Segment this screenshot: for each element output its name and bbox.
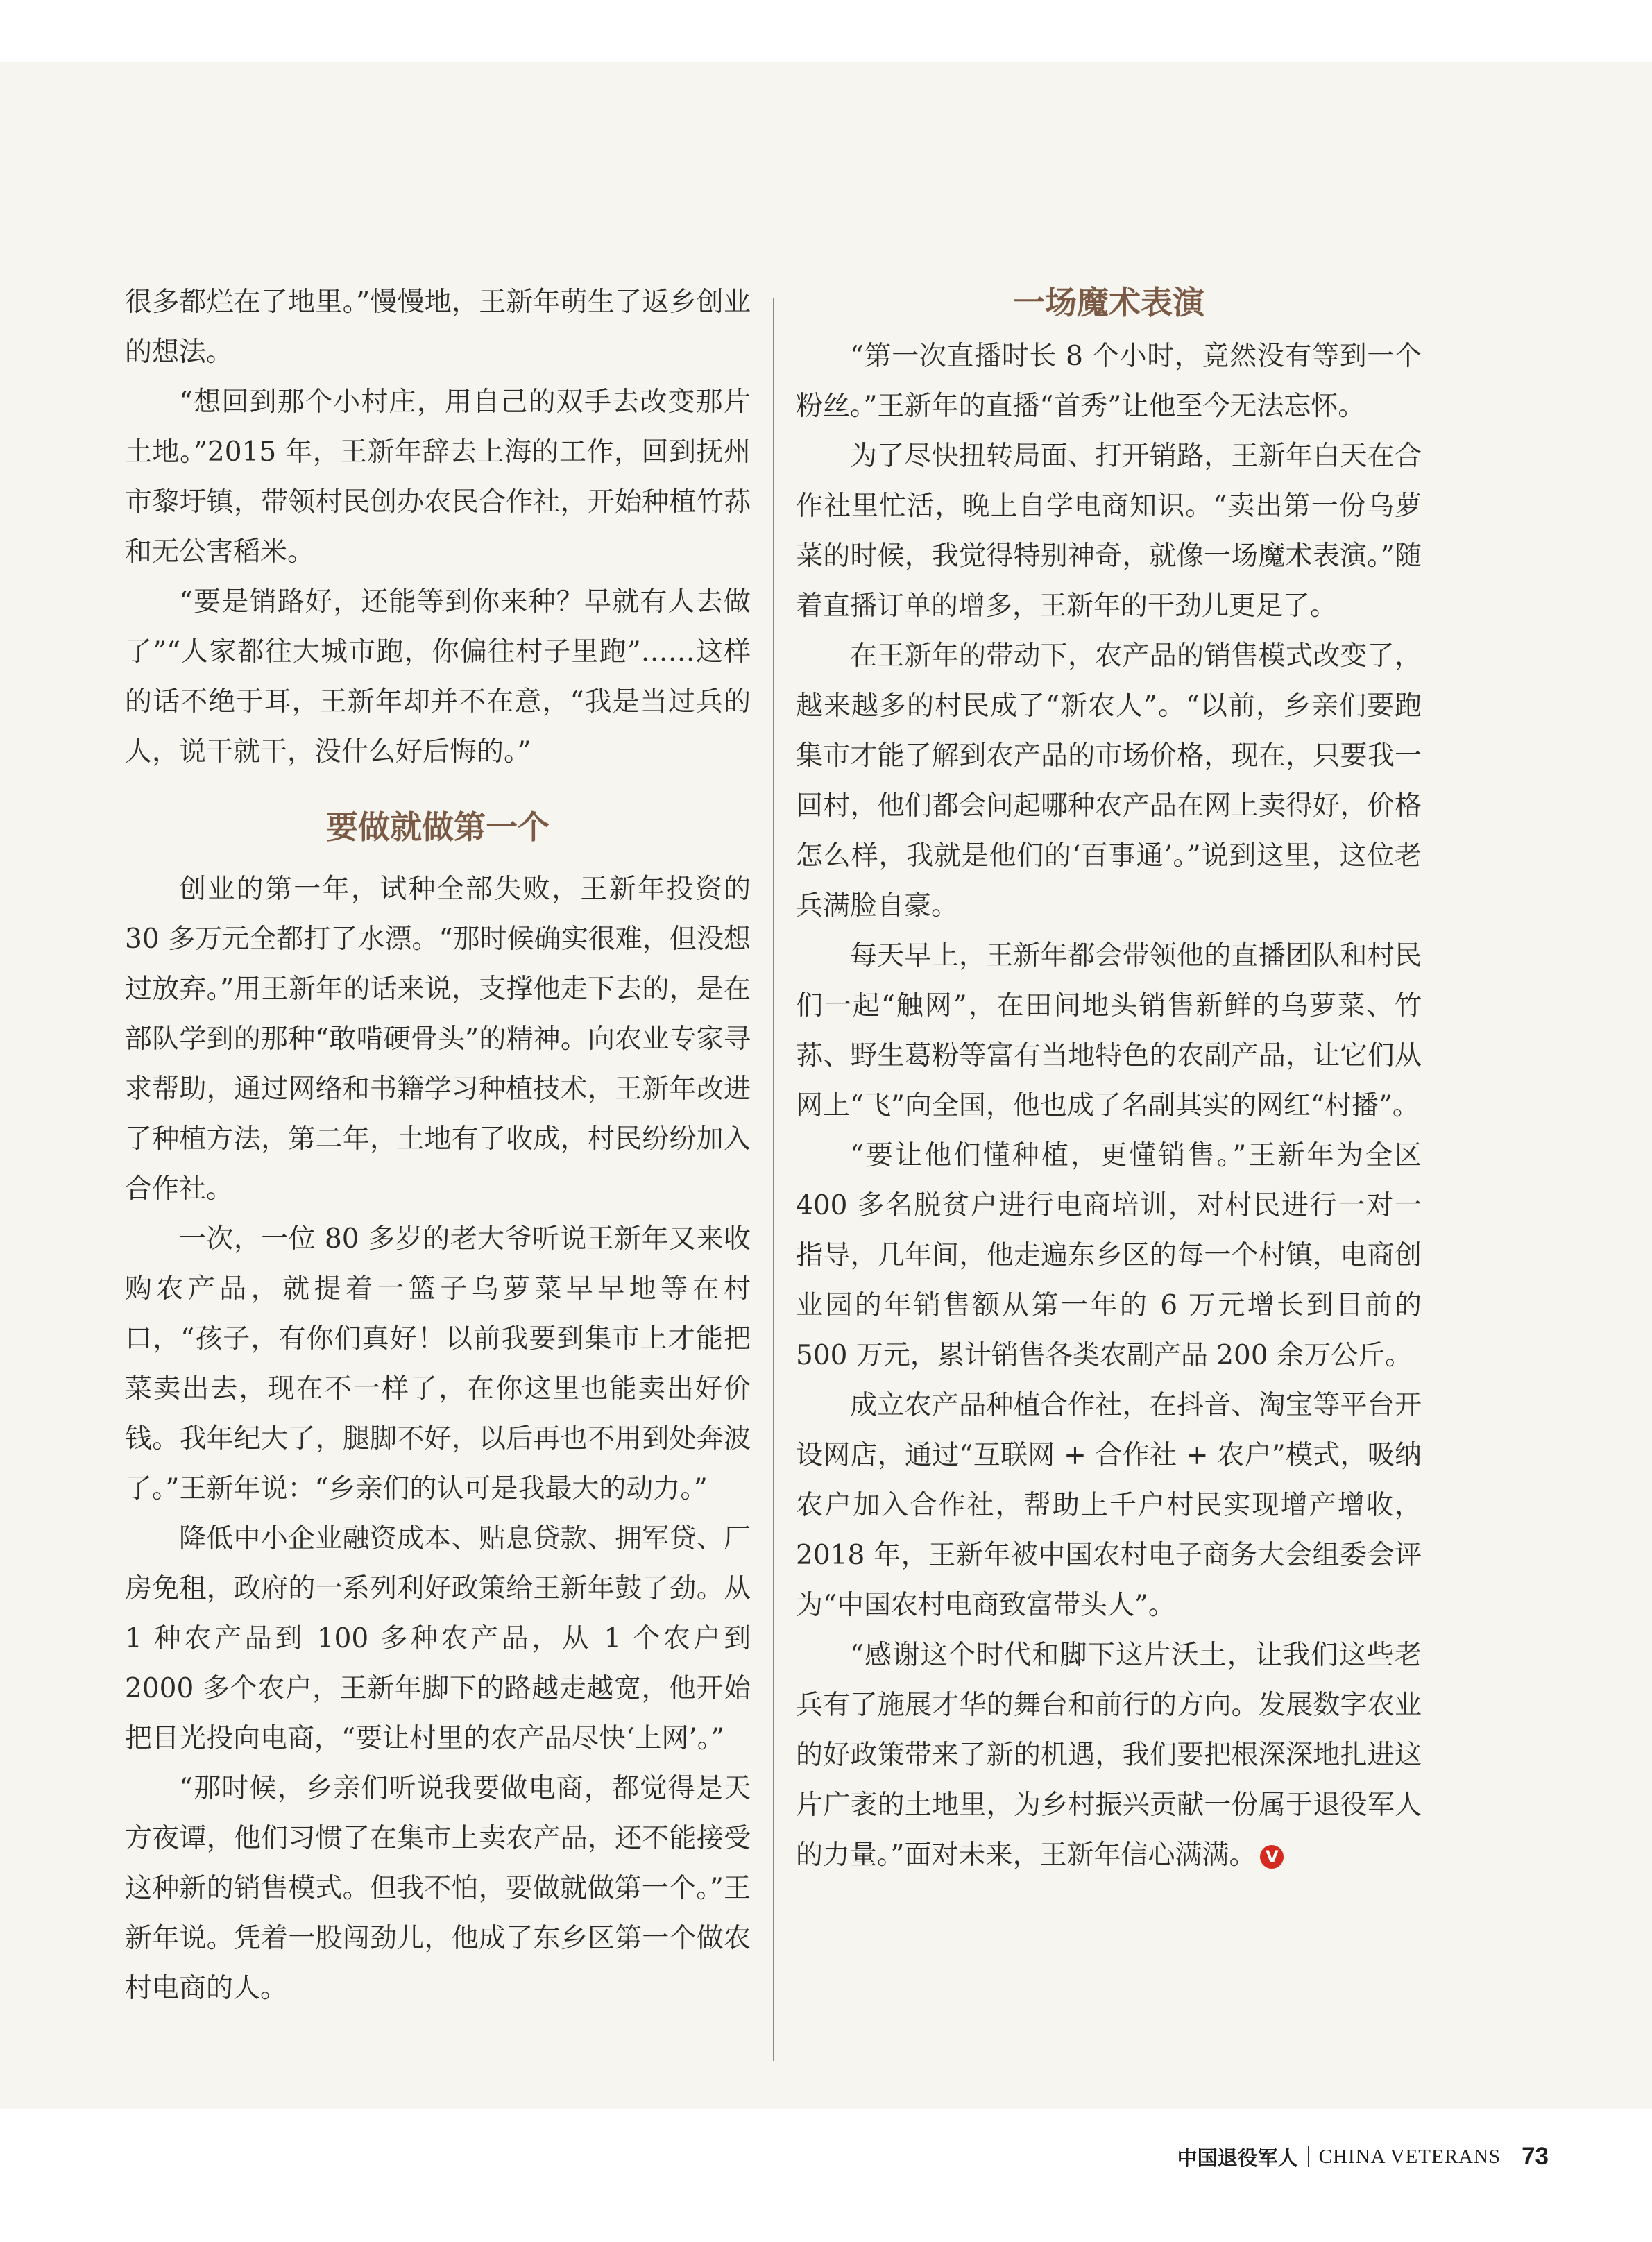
paragraph: “要让他们懂种植，更懂销售。”王新年为全区 400 多名脱贫户进行电商培训，对村民进行一对一指导，几年间，他走遍东乡区的每一个村镇，电商创业园的年销售额从第一年的 6 万元增长到目前的 500 万元，累计销售各类农副产品 200 余万公斤。: [796, 1140, 1422, 1371]
paragraph: 很多都烂在了地里。”慢慢地，王新年萌生了返乡创业的想法。: [125, 287, 751, 368]
paragraph: 成立农产品种植合作社，在抖音、淘宝等平台开设网店，通过“互联网 + 合作社 + 农户”模式，吸纳农户加入合作社，帮助上千户村民实现增产增收，2018 年，王新年被中国农村电子商务大会组委会评为“中国农村电商致富带头人”。: [796, 1390, 1422, 1621]
paragraph: 为了尽快扭转局面、打开销路，王新年白天在合作社里忙活，晚上自学电商知识。“卖出第一份乌萝菜的时候，我觉得特别神奇，就像一场魔术表演。”随着直播订单的增多，王新年的干劲儿更足了。: [796, 441, 1422, 622]
paragraph: “想回到那个小村庄，用自己的双手去改变那片土地。”2015 年，王新年辞去上海的工作，回到抚州市黎圩镇，带领村民创办农民合作社，开始种植竹荪和无公害稻米。: [125, 387, 751, 568]
right-column: [796, 278, 1422, 1880]
end-mark-icon: V: [1260, 1845, 1284, 1869]
paragraph-text: “感谢这个时代和脚下这片沃土，让我们这些老兵有了施展才华的舞台和前行的方向。发展数字农业的好政策带来了新的机遇，我们要把根深深地扎进这片广袤的土地里，为乡村振兴贡献一份属于退役军人的力量。”面对未来，王新年信心满满。: [796, 1640, 1422, 1871]
paragraph: 创业的第一年，试种全部失败，王新年投资的 30 多万元全都打了水漂。“那时候确实很难，但没想过放弃。”用王新年的话来说，支撑他走下去的，是在部队学到的那种“敢啃硬骨头”的精神。向农业专家寻求帮助，通过网络和书籍学习种植技术，王新年改进了种植方法，第二年，土地有了收成，村民纷纷加入合作社。: [125, 874, 751, 1205]
page-number: 73: [1522, 2143, 1549, 2170]
paragraph: “那时候，乡亲们听说我要做电商，都觉得是天方夜谭，他们习惯了在集市上卖农产品，还不能接受这种新的销售模式。但我不怕，要做就做第一个。”王新年说。凭着一股闯劲儿，他成了东乡区第一个做农村电商的人。: [125, 1773, 751, 2004]
footer-separator: [1308, 2146, 1309, 2167]
section-heading: 一场魔术表演: [1013, 284, 1204, 321]
magazine-name-cn: 中国退役军人: [1177, 2146, 1298, 2170]
paragraph: 降低中小企业融资成本、贴息贷款、拥军贷、厂房免租，政府的一系列利好政策给王新年鼓了劲。从 1 种农产品到 100 多种农产品，从 1 个农户到 2000 多个农户，王新年脚下的路越走越宽，他开始把目光投向电商，“要让村里的农产品尽快‘上网’。”: [125, 1523, 751, 1754]
paragraph: 在王新年的带动下，农产品的销售模式改变了，越来越多的村民成了“新农人”。“以前，乡亲们要跑集市才能了解到农产品的市场价格，现在，只要我一回村，他们都会问起哪种农产品在网上卖得好，价格怎么样，我就是他们的‘百事通’。”说到这里，这位老兵满脸自豪。: [796, 640, 1422, 922]
paragraph: 一次，一位 80 多岁的老大爷听说王新年又来收购农产品，就提着一篮子乌萝菜早早地等在村口，“孩子，有你们真好！以前我要到集市上才能把菜卖出去，现在不一样了，在你这里也能卖出好价钱。我年纪大了，腿脚不好，以后再也不用到处奔波了。”王新年说：“乡亲们的认可是我最大的动力。”: [125, 1223, 751, 1504]
left-column: [125, 278, 751, 2014]
page-footer: [1177, 2136, 1549, 2177]
column-divider: [773, 298, 774, 2061]
section-heading: 要做就做第一个: [326, 808, 550, 846]
paragraph: “要是销路好，还能等到你来种？早就有人去做了”“人家都往大城市跑，你偏往村子里跑”……这样的话不绝于耳，王新年却并不在意，“我是当过兵的人，说干就干，没什么好后悔的。”: [125, 586, 751, 767]
paragraph: “第一次直播时长 8 个小时，竟然没有等到一个粉丝。”王新年的直播“首秀”让他至今无法忘怀。: [796, 341, 1422, 422]
magazine-name-en: CHINA VETERANS: [1318, 2145, 1501, 2168]
final-paragraph: [796, 1631, 1422, 1880]
paragraph: 每天早上，王新年都会带领他的直播团队和村民们一起“触网”，在田间地头销售新鲜的乌萝菜、竹荪、野生葛粉等富有当地特色的农副产品，让它们从网上“飞”向全国，他也成了名副其实的网红“村播”。: [796, 940, 1422, 1121]
